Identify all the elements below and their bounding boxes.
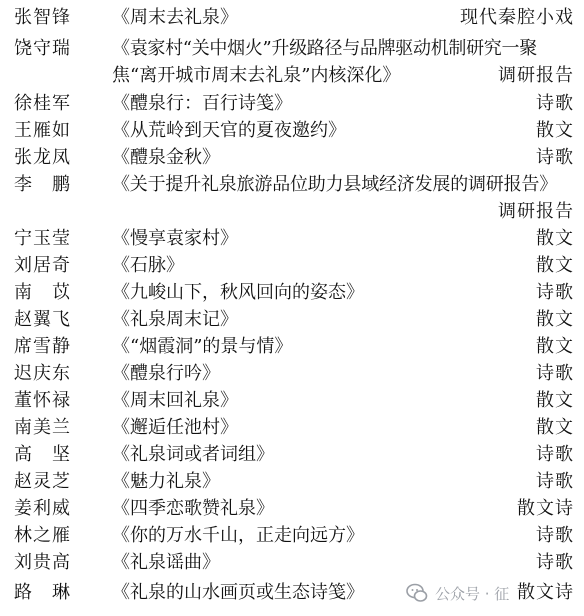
list-item [0,171,584,198]
author-name: 路 琳 [14,582,71,603]
genre-label: 诗歌 [536,93,574,114]
work-title: 《礼泉谣曲》 [112,552,220,573]
work-title: 《从荒岭到天官的夏夜邀约》 [112,120,346,141]
genre-label: 调研报告 [498,201,574,222]
list-item [0,360,584,387]
wechat-icon [405,581,429,605]
genre-label: 散文 [536,336,574,357]
work-title: 《醴泉金秋》 [112,147,220,168]
list-item [0,225,584,252]
list-item [0,144,584,171]
work-title: 《周末回礼泉》 [112,390,238,411]
list-item [0,279,584,306]
list-item [0,117,584,144]
work-title: 《邂逅任池村》 [112,417,238,438]
list-item [0,522,584,549]
author-name: 董怀禄 [14,390,71,411]
list-item [0,441,584,468]
work-title: 《魅力礼泉》 [112,471,220,492]
list-item [0,549,584,576]
genre-label: 散文 [536,255,574,276]
list-item [0,414,584,441]
author-name: 赵灵芝 [14,471,71,492]
genre-label: 诗歌 [536,444,574,465]
list-item [0,495,584,522]
author-name: 刘贵高 [14,552,71,573]
list-item [0,90,584,117]
author-name: 姜利威 [14,498,71,519]
author-name: 南 苡 [14,282,71,303]
list-item [0,387,584,414]
genre-label: 诗歌 [536,282,574,303]
genre-label: 现代秦腔小戏 [460,7,574,28]
author-name: 高 坚 [14,444,71,465]
author-name: 张智锋 [14,7,71,28]
watermark-text: 公众号 · 征 [435,584,510,603]
genre-label: 散文 [536,309,574,330]
work-title: 《“烟霞洞”的景与情》 [112,336,293,357]
work-title: 《礼泉词或者词组》 [112,444,274,465]
genre-label: 散文 [536,228,574,249]
author-name: 刘居奇 [14,255,71,276]
genre-label: 诗歌 [536,363,574,384]
list-item [0,35,584,62]
author-name: 迟庆东 [14,363,71,384]
genre-label: 调研报告 [498,65,574,86]
work-title: 《醴泉行：百行诗笺》 [112,93,292,114]
work-title: 《礼泉的山水画页或生态诗笺》 [112,582,364,603]
work-title: 《礼泉周末记》 [112,309,238,330]
list-item [0,306,584,333]
genre-label: 散文 [536,120,574,141]
work-title: 《袁家村“关中烟火”升级路径与品牌驱动机制研究一聚 [112,38,537,59]
work-title: 《四季恋歌赞礼泉》 [112,498,274,519]
list-item [0,333,584,360]
list-item [0,468,584,495]
genre-label: 诗歌 [536,525,574,546]
work-title: 《石脉》 [112,255,184,276]
genre-label: 诗歌 [536,471,574,492]
genre-label: 散文 [536,417,574,438]
genre-label: 诗歌 [536,552,574,573]
author-name: 林之雁 [14,525,71,546]
wechat-watermark [405,577,580,609]
work-title-continued: 焦“离开城市周末去礼泉”内核深化》 [112,65,401,86]
author-name: 李 鹏 [14,174,71,195]
work-title: 《你的万水千山，正走向远方》 [112,525,364,546]
author-name: 赵翼飞 [14,309,71,330]
list-item [0,252,584,279]
work-title: 《九峻山下，秋风回向的姿态》 [112,282,364,303]
author-name: 宁玉莹 [14,228,71,249]
author-name: 徐桂军 [14,93,71,114]
author-name: 饶守瑞 [14,38,71,59]
work-title: 《醴泉行吟》 [112,363,220,384]
work-title: 《周末去礼泉》 [112,7,238,28]
genre-label: 散文诗 [517,498,574,519]
list-item [0,4,584,31]
author-name: 南美兰 [14,417,71,438]
genre-label: 散文 [536,390,574,411]
work-title: 《关于提升礼泉旅游品位助力县域经济发展的调研报告》 [112,174,557,195]
work-title: 《慢享袁家村》 [112,228,238,249]
author-name: 张龙凤 [14,147,71,168]
genre-label: 散文诗 [517,582,574,603]
author-name: 王雁如 [14,120,71,141]
author-name: 席雪静 [14,336,71,357]
genre-label: 诗歌 [536,147,574,168]
